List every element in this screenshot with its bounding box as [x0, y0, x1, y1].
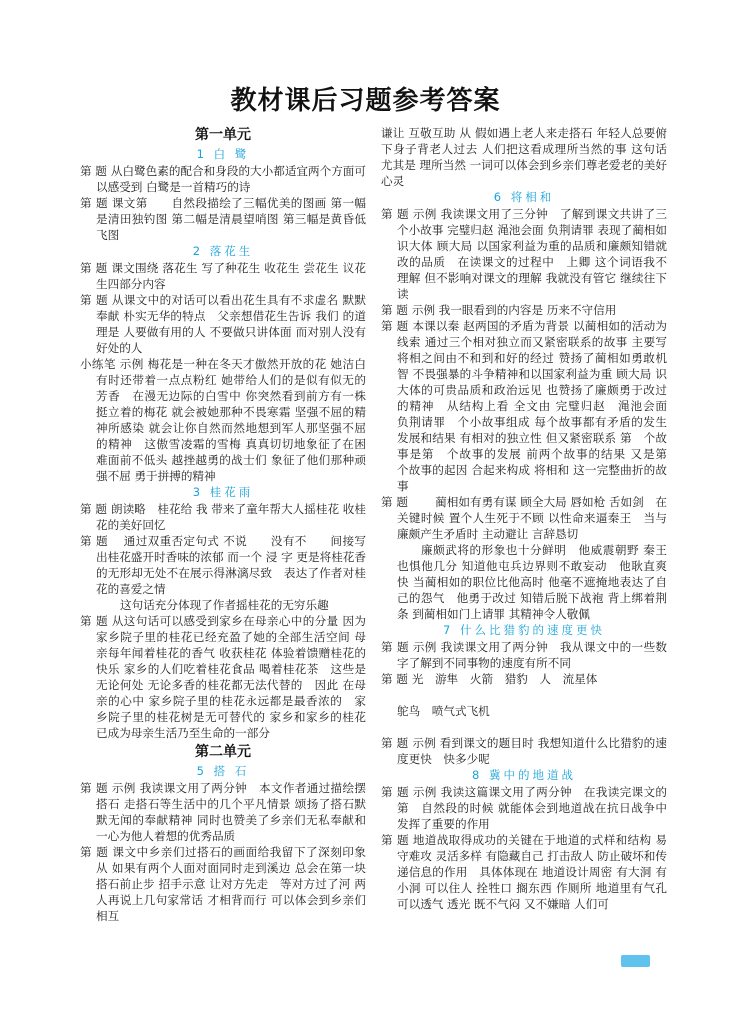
lesson-heading: 8 冀中的地道战 [472, 768, 576, 782]
question-label: 第 题 [381, 319, 409, 333]
blank-space [381, 687, 667, 703]
lesson-heading: 2 落花生 [192, 244, 254, 258]
answer-item [381, 206, 667, 302]
answer-item [80, 501, 366, 533]
unit-heading: 第一单元 [195, 127, 251, 143]
page-title: 教材课后习题参考答案 [230, 86, 501, 116]
question-label: 第 题 [381, 785, 409, 799]
answer-item [80, 260, 366, 292]
question-label: 第 题 [381, 640, 409, 654]
question-label: 第 题 [80, 261, 108, 275]
answer-text: 示例 我读这篇课文用了两分钟 在我读完课文的第 自然段的时候 就能体会到地道战在抗日战争中发挥了重要的作用 [397, 785, 668, 831]
answer-item [381, 784, 667, 832]
answer-item [80, 163, 366, 195]
question-label: 第 题 [381, 207, 409, 221]
answer-text: 示例 我读课文用了两分钟 本文作者通过描绘摆搭石 走搭石等生活中的几个平凡情景 颂扬了搭石默默无闻的奉献精神 同时也赞美了乡亲们无私奉献和一心为他人着想的优秀品质 [96, 781, 367, 843]
question-label: 第 题 [80, 502, 107, 516]
lesson-heading: 7 什么比猎豹的速度更快 [443, 623, 605, 637]
right-column [381, 125, 679, 912]
answer-item [381, 318, 679, 494]
answer-text: 从课文中的对话可以看出花生具有不求虚名 默默奉献 朴实无华的特点 父亲想借花生告诉 我们 的道理是 人要做有用的人 不要做只讲体面 而对别人没有好处的人 [96, 293, 367, 355]
answer-item [381, 639, 667, 671]
question-label: 第 题 [381, 303, 408, 317]
answer-item [381, 302, 667, 318]
answer-item [80, 292, 366, 356]
answer-item [381, 735, 667, 767]
unit-heading: 第二单元 [195, 744, 251, 760]
blank-space [381, 719, 667, 735]
question-label: 第 题 [381, 495, 408, 509]
answer-item [381, 832, 667, 912]
answer-item [381, 671, 667, 687]
question-label: 第 题 [80, 534, 108, 548]
lesson-heading: 3 桂花雨 [192, 485, 254, 499]
answer-text: 从白鹭色素的配合和身段的大小都适宜两个方面可以感受到 白鹭是一首精巧的诗 [96, 164, 366, 194]
answer-text: 示例 我读课文用了两分钟 我从课文中的一些数字了解到不同事物的速度有所不同 [397, 640, 668, 670]
answer-item [80, 356, 366, 484]
answer-text: 蔺相如有勇有谋 顾全大局 唇如枪 舌如剑 在关键时候 置个人生死于不顾 以性命来逼秦王 当与廉颇产生矛盾时 主动避让 言辞恳切 [397, 495, 668, 541]
answer-text: 课文中乡亲们过搭石的画面给我留下了深刻印象 从 如果有两个人面对面同时走到溪边 总会在第一块搭石前止步 招手示意 让对方先走 等对方过了河 两人再说上几句家常话 才相背而行 可以体会到乡亲们相互 [96, 845, 378, 923]
answer-text: 光 游隼 火箭 猎豹 人 流星体 [411, 672, 598, 686]
answer-item [80, 780, 366, 844]
lesson-heading: 5 搭 石 [196, 764, 250, 778]
answer-text: 通过双重否定句式 不说 没有不 间接写出桂花盛开时香味的浓郁 而一个 浸 字 更是将桂花香的无形却无处不在展示得淋漓尽致 表达了作者对桂花的喜爱之情 [96, 534, 367, 596]
lesson-heading: 1 白 鹭 [196, 147, 250, 161]
page-number-tab [621, 955, 650, 967]
answer-text: 朗读略 桂花给 我 带来了童年帮大人摇桂花 收桂花的美好回忆 [96, 502, 367, 532]
left-column [80, 124, 378, 924]
continued-text: 谦让 互敬互助 从 假如遇上老人来走搭石 年轻人总要俯下身子背老人过去 人们把这看成理所当然的事 这句话 尤其是 理所当然 一词可以体会到乡亲们尊老爱老的美好心灵 [381, 126, 667, 188]
answer-item [80, 844, 378, 924]
answer-item [80, 533, 366, 597]
question-label: 第 题 [381, 736, 409, 750]
lesson-heading: 6 将相和 [493, 190, 555, 204]
question-label: 第 题 [80, 614, 108, 628]
question-label: 第 题 [80, 845, 109, 859]
question-label: 第 题 [80, 164, 107, 178]
answer-text: 示例 看到课文的题目时 我想知道什么比猎豹的速度更快 快多少呢 [397, 736, 667, 766]
answer-text: 示例 梅花是一种在冬天才傲然开放的花 她洁白 有时还带着一点点粉红 她带给人们的是似有似无的芳香 在漫无边际的白雪中 你突然看到前方有一株挺立着的梅花 就会被她那种不畏寒霜 坚强不屈的精神所感染 就会让你自然而然地想到军人那坚强不屈的精神 这傲雪凌霜的雪梅 真真切切地象征了在困难面前不低头 越挫越勇的战士们 象征了他们那种顽强不屈 勇于拼搏的精神 [96, 357, 366, 483]
answer-text: 地道战取得成功的关键在于地道的式样和结构 易守难攻 灵活多样 有隐藏自己 打击敌人 防止破坏和传递信息的作用 具体体现在 地道设计周密 有大洞 有小洞 可以住人 拴牲口 搁东西 作厕所 地道里有气孔 可以透气 透光 既不气闷 又不嫌暗 人们可 [397, 833, 668, 911]
answer-text: 从这句话可以感受到家乡在母亲心中的分量 因为家乡院子里的桂花已经充盈了她的全部生活空间 母亲每年闻着桂花的香气 收获桂花 体验着馈赠桂花的快乐 家乡的人们吃着桂花食品 喝着桂花茶 这些是无论何处 无论多香的桂花都无法代替的 因此 在母亲的心中 家乡院子里的桂花永远都是最香浓的 家乡院子里的桂花树是无可替代的 家乡和家乡的桂花 已成为母亲生活乃至生命的一部分 [96, 614, 367, 740]
question-label: 第 题 [80, 293, 108, 307]
answer-item [80, 195, 366, 243]
answer-text: 示例 我读课文用了三分钟 了解到课文共讲了三个小故事 完璧归赵 渑池会面 负荆请罪 表现了蔺相如识大体 顾大局 以国家利益为重的品质和廉颇知错就改的品质 在读课文的过程中 上卿 这个词语我不理解 但不影响对课文的理解 我就没有管它 继续往下读 [397, 207, 668, 301]
question-label: 第 题 [80, 781, 108, 795]
question-label: 小练笔 [80, 357, 116, 371]
answer-item [80, 613, 366, 741]
question-label: 第 题 [80, 196, 108, 210]
answer-paragraph: 这句话充分体现了作者摇桂花的无穷乐趣 [120, 598, 329, 612]
answer-item [381, 494, 667, 542]
question-label: 第 题 [381, 672, 408, 686]
answer-text: 课文围绕 落花生 写了种花生 收花生 尝花生 议花生四部分内容 [96, 261, 367, 291]
answer-text: 本课以秦 赵两国的矛盾为背景 以蔺相如的活动为线索 通过三个相对独立而又紧密联系的故事 主要写将相之间由不和到和好的经过 赞扬了蔺相如勇敢机智 不畏强暴的斗争精神和以国家利益为重 顾大局 识大体的可贵品质和政治远见 也赞扬了廉颇勇于改过的精神 从结构上看 全文由 完璧归赵 渑池会面 负荆请罪 个小故事组成 每个故事都有矛盾的发生 发展和结果 有相对的独立性 但又紧密联系 第 个故事是第 个故事的发展 前两个故事的结果 又是第 个故事的起因 合起来构成 将相和 这一完整曲折的故事 [397, 319, 679, 493]
answer-text: 课文第 自然段描绘了三幅优美的图画 第一幅是清田独钓图 第二幅是清晨望哨图 第三幅是黄昏低飞图 [96, 196, 367, 242]
question-label: 第 题 [381, 833, 409, 847]
answer-text: 示例 我一眼看到的内容是 历来不守信用 [411, 303, 617, 317]
answer-paragraph: 廉颇武将的形象也十分鲜明 他威震朝野 秦王也惧他几分 知道他屯兵边界则不敢妄动 他耿直爽快 当蔺相如的职位比他高时 他毫不遮掩地表达了自己的怨气 他勇于改过 知错后脱下战袍 背上绑着荆条 到蔺相如门上请罪 其精神令人敬佩 [397, 543, 667, 621]
answer-line: 鸵鸟 喷气式飞机 [397, 704, 490, 718]
